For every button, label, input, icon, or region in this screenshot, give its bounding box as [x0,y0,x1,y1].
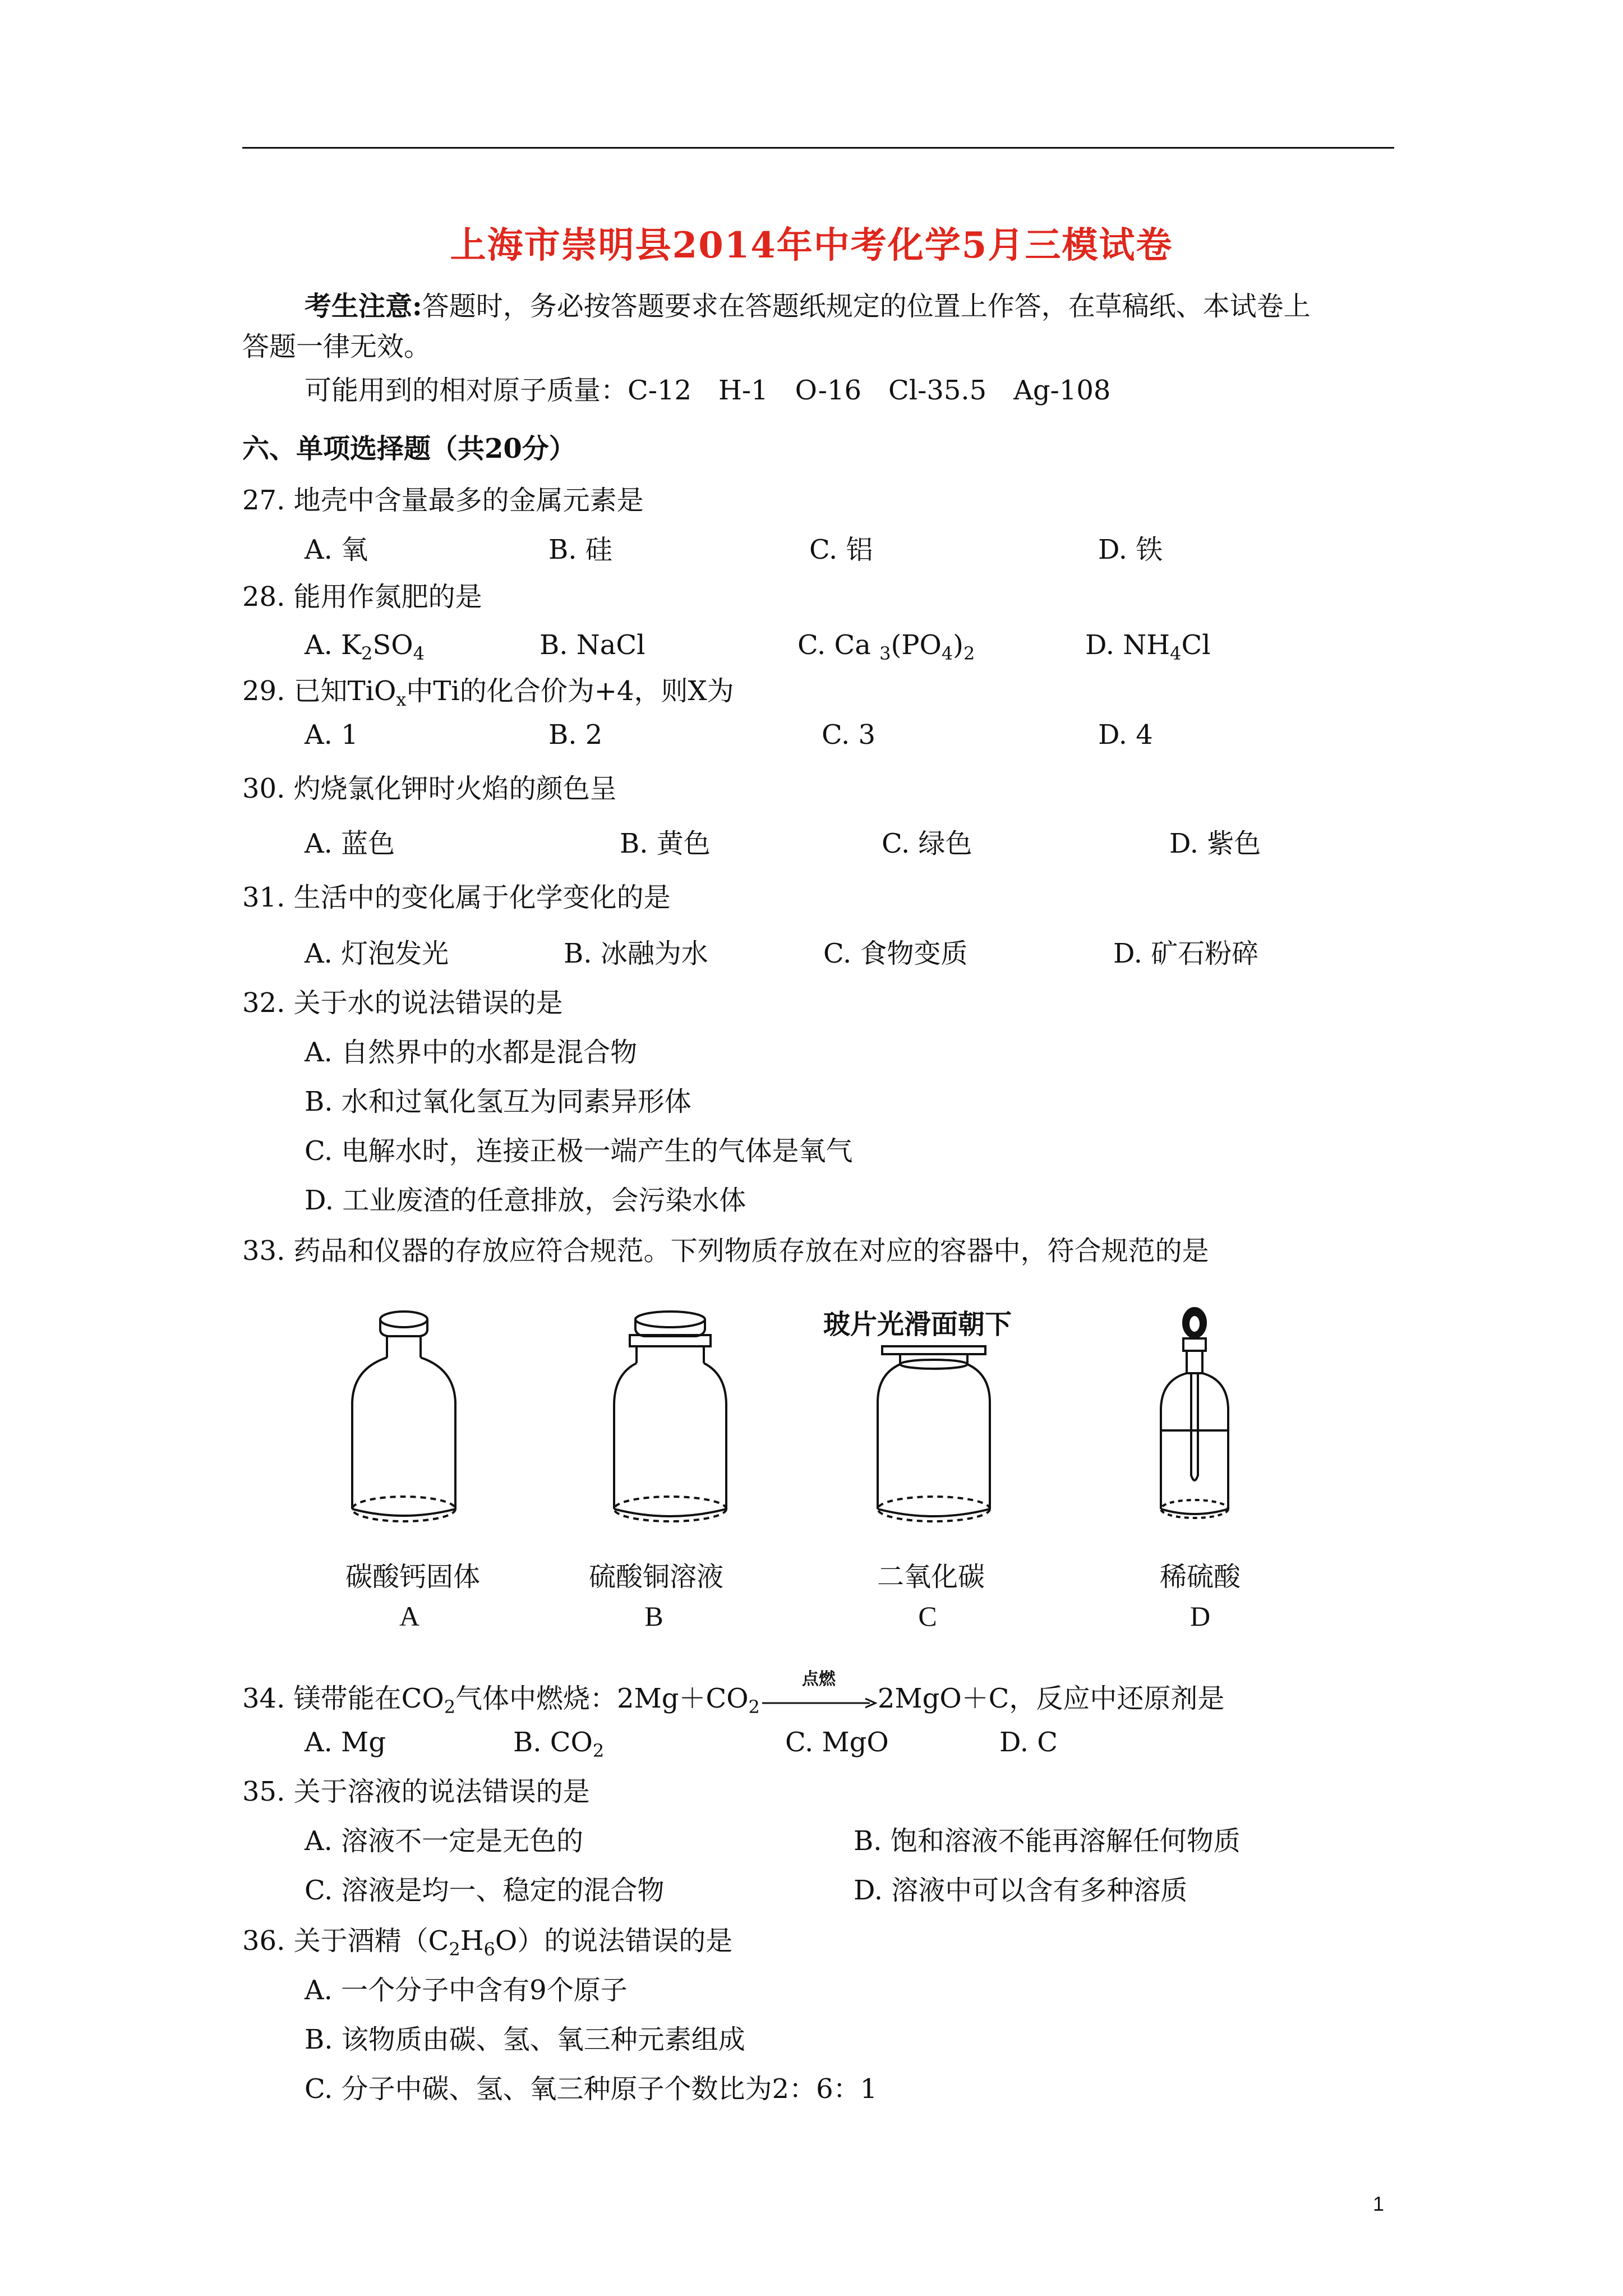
q30-option-a: A. 蓝色 [305,828,395,859]
q28-stem: 28. 能用作氮肥的是 [242,581,482,613]
q34-option-c: C. MgO [785,1727,889,1758]
bottle-c-letter: C [918,1600,937,1632]
bottle-b-letter: B [644,1600,663,1632]
q36-sub1: 2 [449,1939,460,1960]
q35-stem: 35. 关于溶液的说法错误的是 [242,1776,590,1807]
q32-option-c: C. 电解水时，连接正极一端产生的气体是氧气 [305,1135,853,1167]
q32-option-d: D. 工业废渣的任意排放，会污染水体 [305,1185,746,1216]
q36-option-b: B. 该物质由碳、氢、氧三种元素组成 [305,2024,745,2055]
q28-a-sub2: 4 [413,643,425,664]
q34-stem-3: 2MgO＋C，反应中还原剂是 [877,1683,1225,1714]
q30-option-b: B. 黄色 [620,828,711,859]
q34-b-sub: 2 [592,1740,605,1761]
q27-option-a: A. 氧 [305,534,368,565]
q34-stem-1: 34. 镁带能在CO [242,1683,444,1714]
q33-stem: 33. 药品和仪器的存放应符合规范。下列物质存放在对应的容器中，符合规范的是 [242,1235,1209,1267]
q28-d-sub1: 4 [1170,643,1182,664]
bottle-b-icon [603,1307,737,1531]
q28-a-mid: SO [372,629,413,661]
reaction-arrow-icon [760,1669,878,1712]
page-number: 1 [1373,2192,1385,2215]
section-title: 六、单项选择题（共20分） [242,433,576,464]
q27-option-b: B. 硅 [548,534,612,565]
q29-stem [242,675,734,708]
q31-option-d: D. 矿石粉碎 [1113,938,1259,969]
q27-option-d: D. 铁 [1098,534,1163,565]
q34-sub2: 2 [748,1696,760,1718]
q32-option-b: B. 水和过氧化氢互为同素异形体 [305,1086,691,1117]
q35-option-b: B. 饱和溶液不能再溶解任何物质 [854,1825,1241,1857]
q30-option-d: D. 紫色 [1169,828,1261,859]
q36-option-a: A. 一个分子中含有9个原子 [305,1975,628,2006]
q31-stem: 31. 生活中的变化属于化学变化的是 [242,882,671,913]
q29-option-c: C. 3 [822,719,876,751]
bottle-a-letter: A [399,1600,420,1632]
q34-sub1: 2 [444,1696,456,1718]
q33-glass-note: 玻片光滑面朝下 [823,1309,1012,1340]
q36-stem-pre: 36. 关于酒精（C [242,1925,449,1957]
notice-label: 考生注意: [305,291,422,322]
q28-c-sub3: 2 [963,643,975,664]
q36-stem [242,1925,732,1958]
q34-stem [242,1669,1225,1718]
q29-stem-pre: 29. 已知TiO [242,675,396,707]
notice-text-1: 答题时，务必按答题要求在答题纸规定的位置上作答，在草稿纸、本试卷上 [422,291,1311,322]
q34-option-a: A. Mg [305,1727,386,1758]
q29-option-a: A. 1 [305,719,358,751]
atomic-masses: 可能用到的相对原子质量：C-12 H-1 O-16 Cl-35.5 Ag-108 [305,375,1111,406]
reaction-condition: 点燃 [801,1669,836,1689]
q27-stem: 27. 地壳中含量最多的金属元素是 [242,485,644,516]
q28-c-text: C. Ca [797,629,880,661]
q28-d-text: D. NH [1085,629,1170,661]
q31-option-c: C. 食物变质 [823,938,968,969]
q34-option-b [513,1727,604,1759]
bottle-c-label: 二氧化碳 [877,1561,985,1593]
bottle-a-icon [336,1307,471,1531]
q28-c-sub1: 3 [879,643,891,664]
q31-option-a: A. 灯泡发光 [305,938,449,969]
q27-option-c: C. 铝 [809,534,873,565]
notice-line-2: 答题一律无效。 [242,331,431,362]
q28-c-sub2: 4 [941,643,953,664]
q32-stem: 32. 关于水的说法错误的是 [242,987,563,1019]
q28-a-sub1: 2 [361,643,373,664]
q35-option-a: A. 溶液不一定是无色的 [305,1825,584,1857]
q29-option-b: B. 2 [548,719,603,751]
q30-stem: 30. 灼烧氯化钾时火焰的颜色呈 [242,773,617,804]
notice-line-1 [305,291,1311,323]
bottle-b-label: 硫酸铜溶液 [588,1561,723,1593]
q36-sub2: 6 [483,1939,495,1960]
q36-option-c: C. 分子中碳、氢、氧三种原子个数比为2：6：1 [305,2073,878,2105]
q28-option-a [305,629,425,662]
q35-option-c: C. 溶液是均一、稳定的混合物 [305,1875,665,1906]
q31-option-b: B. 冰融为水 [564,938,708,969]
q32-option-a: A. 自然界中的水都是混合物 [305,1037,638,1068]
q28-option-c [797,629,975,662]
bottle-d-icon [1144,1307,1245,1531]
q29-stem-sub: x [396,689,407,710]
q28-c-close: ) [953,629,963,661]
q28-c-mid: (PO [891,629,942,661]
bottle-d-letter: D [1189,1600,1211,1632]
q34-stem-2: 气体中燃烧：2Mg＋CO [455,1683,749,1714]
q29-stem-post: 中Ti的化合价为+4，则X为 [406,675,734,707]
bottle-c-icon [866,1335,1001,1531]
q28-d-post: Cl [1181,629,1211,661]
q35-option-d: D. 溶液中可以含有多种溶质 [854,1875,1188,1906]
q36-stem-post: O）的说法错误的是 [495,1925,733,1957]
header-rule [242,147,1394,149]
q28-a-text: A. K [305,629,362,661]
q29-option-d: D. 4 [1098,719,1153,751]
q34-b-text: B. CO [513,1727,593,1758]
q28-option-d [1085,629,1211,662]
bottle-d-label: 稀硫酸 [1159,1561,1241,1593]
q28-option-b: B. NaCl [540,629,645,661]
q34-option-d: D. C [999,1727,1058,1758]
page-title: 上海市崇明县2014年中考化学5月三模试卷 [450,224,1173,266]
q36-stem-mid: H [460,1925,484,1957]
bottle-a-label: 碳酸钙固体 [345,1561,480,1593]
q30-option-c: C. 绿色 [882,828,972,859]
